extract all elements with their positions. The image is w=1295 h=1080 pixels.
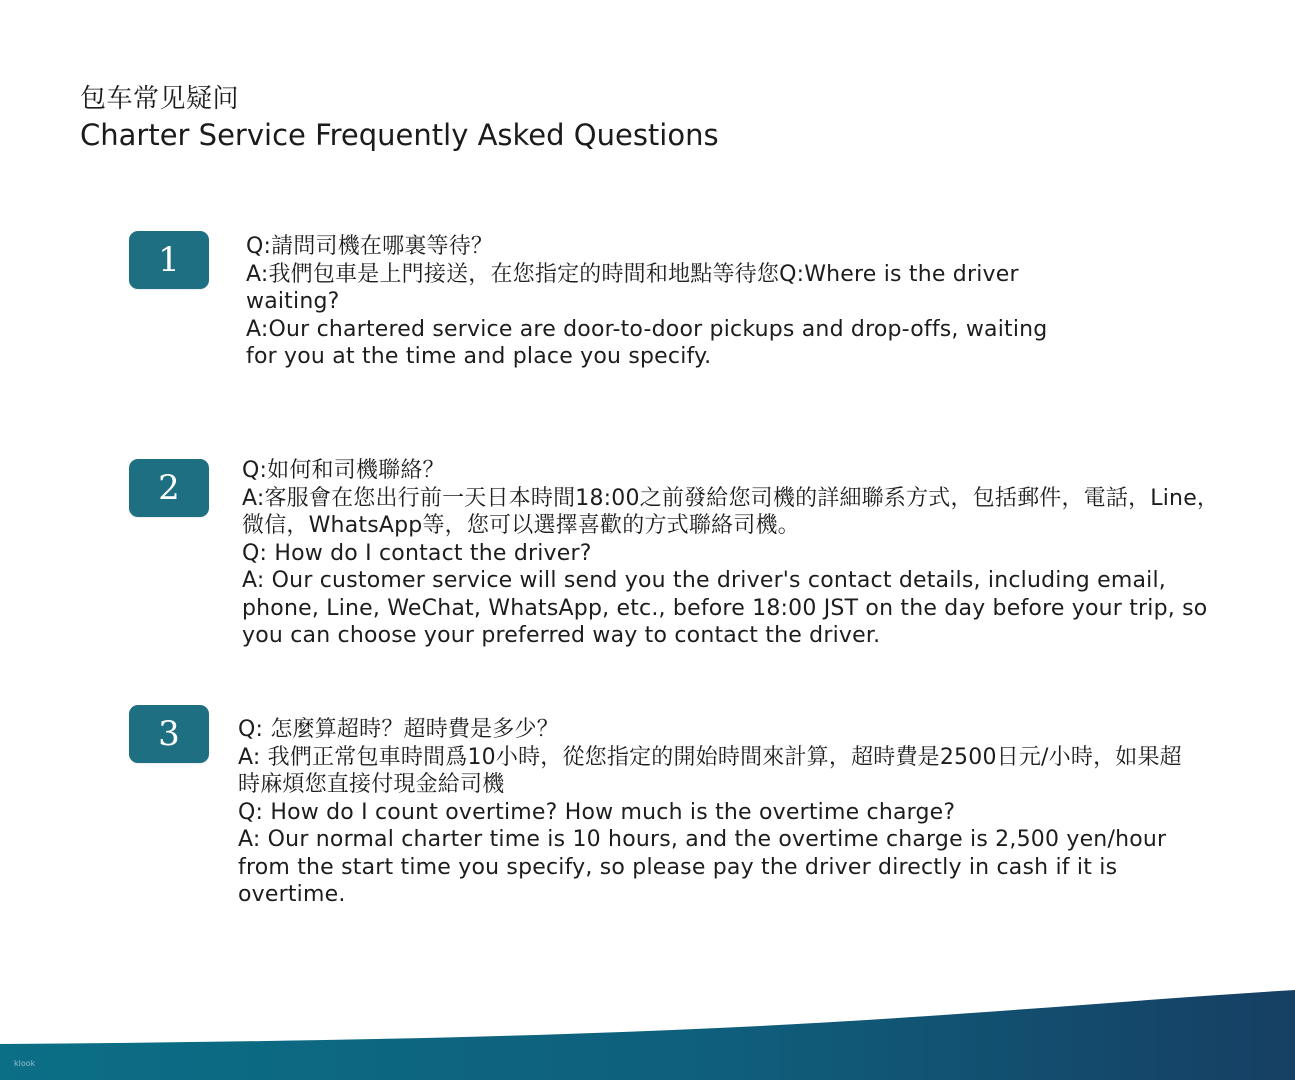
faq-answer-zh: A:客服會在您出行前一天日本時間18:00之前發給您司機的詳細聯系方式，包括郵件，電話，Line，微信，WhatsApp等，您可以選擇喜歡的方式聯絡司機。 xyxy=(242,485,1220,538)
footer-wave-shape xyxy=(0,990,1295,1080)
faq-answer-zh: A: 我們正常包車時間爲10小時，從您指定的開始時間來計算，超時費是2500日元/小時，如果超時麻煩您直接付現金給司機 xyxy=(238,744,1182,797)
faq-number-badge: 1 xyxy=(129,231,209,289)
page-title xyxy=(80,82,1180,154)
faq-number-badge: 3 xyxy=(129,705,209,763)
faq-text xyxy=(246,233,1076,371)
faq-question-en: Q: How do I contact the driver? xyxy=(242,540,592,566)
faq-question-zh: Q: 怎麼算超時？超時費是多少？ xyxy=(238,717,559,742)
faq-text xyxy=(242,457,1232,650)
corner-watermark: klook xyxy=(14,1059,36,1068)
faq-answer-zh-question-en: A:我們包車是上門接送，在您指定的時間和地點等待您Q:Where is the driver waiting? xyxy=(246,261,1019,314)
faq-answer-en: A:Our chartered service are door-to-door pickups and drop-offs, waiting for you at the time and place you specify. xyxy=(246,316,1048,369)
footer-wave xyxy=(0,980,1295,1080)
faq-answer-en: A: Our normal charter time is 10 hours, and the overtime charge is 2,500 yen/hour from the start time you specify, so please pay the driver directly in cash if it is overtime. xyxy=(238,827,1167,907)
page-title-zh: 包车常见疑问 xyxy=(80,84,240,114)
faq-question-zh: Q:如何和司機聯絡？ xyxy=(242,458,445,483)
faq-text xyxy=(238,716,1198,909)
faq-question-zh: Q:請問司機在哪裏等待？ xyxy=(246,234,494,259)
faq-question-en: Q: How do I count overtime? How much is the overtime charge? xyxy=(238,799,956,825)
faq-number-badge: 2 xyxy=(129,459,209,517)
faq-answer-en: A: Our customer service will send you the driver's contact details, including email, phone, Line, WeChat, WhatsApp, etc., before 18:00 JST on the day before your trip, so you can choose your preferred way to contact the driver. xyxy=(242,568,1208,648)
page-title-en: Charter Service Frequently Asked Questions xyxy=(80,118,719,152)
